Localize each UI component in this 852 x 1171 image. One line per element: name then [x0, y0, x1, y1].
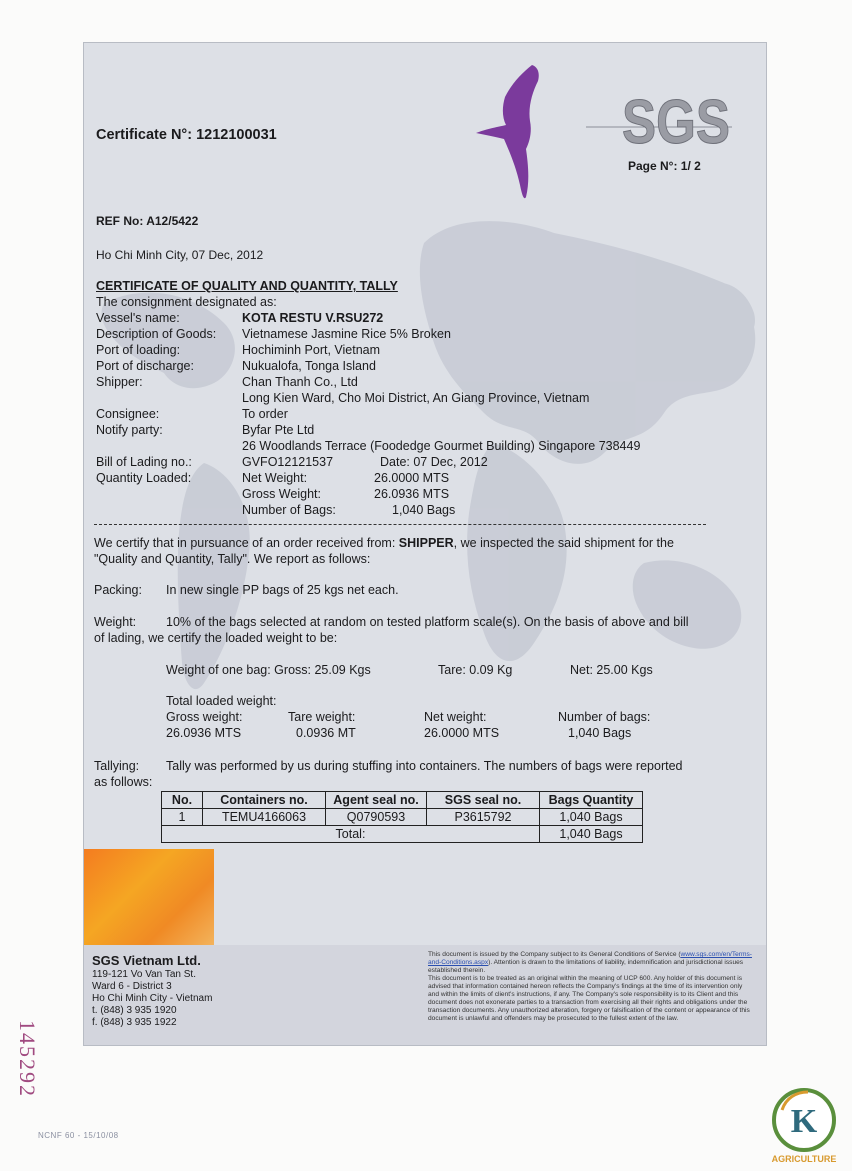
weight-line2: of lading, we certify the loaded weight to be: [94, 631, 338, 645]
net-col-header: Net weight: [424, 710, 487, 724]
notify-label: Notify party: [96, 423, 163, 437]
total-weight-label: Total loaded weight: [166, 694, 277, 708]
vessel-value: KOTA RESTU V.RSU272 [242, 311, 384, 325]
sgs-logo [582, 75, 742, 152]
bags-value: 1,040 Bags [392, 503, 456, 517]
fine-c: This document is to be treated as an original within the meaning of UCP 600. Any holder of this document is advised that information contained hereon reflects the Company's findings at the time of its intervention only and within the limits of client's instructions, if any. The Company's sole responsibility is to its Client and this document does not exonerate parties to a transaction from exercising all their rights and obligations under the transaction documents. Any unauthorized alteration, forgery or falsification of the content or appearance of this document is unlawful and offenders may be prosecuted to the fullest extent of the law. [428, 975, 750, 1022]
tallying-line2: as follows: [94, 775, 153, 789]
logo-caption: AGRICULTURE [771, 1154, 837, 1164]
addr-line1: 119-121 Vo Van Tan St. [92, 969, 196, 980]
gross-weight-value: 26.0936 MTS [374, 487, 450, 501]
sgs-logo-graphic [582, 75, 742, 147]
vessel-label: Vessel's name: [96, 311, 180, 325]
shipper-address: Long Kien Ward, Cho Moi District, An Giang Province, Vietnam [242, 391, 590, 405]
legal-fine-print [428, 951, 754, 1023]
col-no: No. [162, 792, 203, 809]
cell-agent-seal: Q0790593 [326, 809, 427, 826]
divider-line [94, 524, 706, 525]
cell-no: 1 [162, 809, 203, 826]
col-agent-seal: Agent seal no. [326, 792, 427, 809]
loading-value: Hochiminh Port, Vietnam [242, 343, 381, 357]
total-label: Total: [162, 826, 540, 843]
net-weight-value: 26.0000 MTS [374, 471, 450, 485]
quantity-label: Quantity Loaded: [96, 471, 192, 485]
k-agriculture-logo [762, 1080, 846, 1171]
certify-line2: "Quality and Quantity, Tally". We report as follows: [94, 552, 371, 566]
terms-link[interactable]: www.sgs.com/en/Terms-and-Conditions.aspx [428, 951, 752, 966]
bl-date: Date: 07 Dec, 2012 [380, 455, 488, 469]
packing-label: Packing: [94, 583, 142, 597]
tallying-label: Tallying: [94, 759, 140, 773]
addr-line3: Ho Chi Minh City - Vietnam [92, 993, 213, 1004]
one-bag-gross: Weight of one bag: Gross: 25.09 Kgs [166, 663, 371, 677]
sgs-logo-text: SGS [622, 88, 730, 147]
addr-line2: Ward 6 - District 3 [92, 981, 172, 992]
certificate-value: 1212100031 [196, 127, 277, 143]
place-date: Ho Chi Minh City, 07 Dec, 2012 [96, 248, 264, 262]
logo-letter: K [790, 1103, 818, 1140]
certify-after: , we inspected the said shipment for the [453, 536, 674, 550]
certify-before: We certify that in pursuance of an order received from: [94, 536, 399, 550]
col-container: Containers no. [203, 792, 326, 809]
intro-text: The consignment designated as: [96, 295, 277, 309]
certificate-sheet [83, 42, 767, 1046]
col-bags: Bags Quantity [540, 792, 643, 809]
fine-a: This document is issued by the Company subject to its General Conditions of Service ( [428, 951, 681, 958]
shipper-value: Chan Thanh Co., Ltd [242, 375, 358, 389]
page-number: Page N°: 1/ 2 [628, 159, 701, 173]
shipper-label: Shipper: [96, 375, 143, 389]
one-bag-tare: Tare: 0.09 Kg [438, 663, 513, 677]
table-row [162, 809, 643, 826]
total-row [162, 826, 643, 843]
tally-header-row [162, 792, 643, 809]
bl-label: Bill of Lading no.: [96, 455, 192, 469]
loading-label: Port of loading: [96, 343, 181, 357]
goods-value: Vietnamese Jasmine Rice 5% Broken [242, 327, 451, 341]
tally-table [161, 791, 643, 843]
gross-weight-label: Gross Weight: [242, 487, 321, 501]
tare-col-header: Tare weight: [288, 710, 356, 724]
footer-company: SGS Vietnam Ltd. [92, 953, 201, 968]
form-code: NCNF 60 - 15/10/08 [38, 1131, 119, 1140]
discharge-value: Nukualofa, Tonga Island [242, 359, 376, 373]
consignee-value: To order [242, 407, 288, 421]
col-sgs-seal: SGS seal no. [427, 792, 540, 809]
gross-col-header: Gross weight: [166, 710, 243, 724]
net-col-value: 26.0000 MTS [424, 726, 500, 740]
bl-value: GVFO12121537 [242, 455, 334, 469]
bags-col-value: 1,040 Bags [568, 726, 632, 740]
total-value: 1,040 Bags [540, 826, 643, 843]
weight-line1: 10% of the bags selected at random on tested platform scale(s). On the basis of above and bill [166, 615, 689, 629]
certificate-number [96, 127, 277, 143]
goods-label: Description of Goods: [96, 327, 217, 341]
tare-col-value: 0.0936 MT [296, 726, 356, 740]
k-agriculture-emblem [762, 1080, 846, 1166]
gross-col-value: 26.0936 MTS [166, 726, 242, 740]
certify-from: SHIPPER [398, 536, 454, 550]
addr-tel: t. (848) 3 935 1920 [92, 1005, 177, 1016]
cell-bags: 1,040 Bags [540, 809, 643, 826]
cell-container: TEMU4166063 [203, 809, 326, 826]
bags-label: Number of Bags: [242, 503, 336, 517]
consignee-label: Consignee: [96, 407, 160, 421]
weight-label: Weight: [94, 615, 137, 629]
serial-stamp: 145292 [15, 1020, 40, 1098]
bags-col-header: Number of bags: [558, 710, 651, 724]
certificate-label: Certificate N°: [96, 127, 193, 143]
fine-b: ). Attention is drawn to the limitations of liability, indemnification and jurisdictional issues established therein. [428, 959, 744, 974]
net-weight-label: Net Weight: [242, 471, 308, 485]
addr-fax: f. (848) 3 935 1922 [92, 1017, 177, 1028]
notify-value: Byfar Pte Ltd [242, 423, 315, 437]
orange-accent-block [84, 849, 214, 945]
notify-address: 26 Woodlands Terrace (Foodedge Gourmet Building) Singapore 738449 [242, 439, 641, 453]
eagle-shape [476, 65, 539, 198]
footer-address [92, 969, 212, 1029]
tallying-line1: Tally was performed by us during stuffing into containers. The numbers of bags were reported [166, 759, 683, 773]
discharge-label: Port of discharge: [96, 359, 194, 373]
packing-text: In new single PP bags of 25 kgs net each. [166, 583, 399, 597]
eagle-emblem-icon [472, 63, 552, 203]
document-title: CERTIFICATE OF QUALITY AND QUANTITY, TALLY [96, 279, 398, 293]
certify-paragraph [94, 535, 754, 567]
one-bag-net: Net: 25.00 Kgs [570, 663, 653, 677]
ref-number: REF No: A12/5422 [96, 214, 199, 228]
cell-sgs-seal: P3615792 [427, 809, 540, 826]
